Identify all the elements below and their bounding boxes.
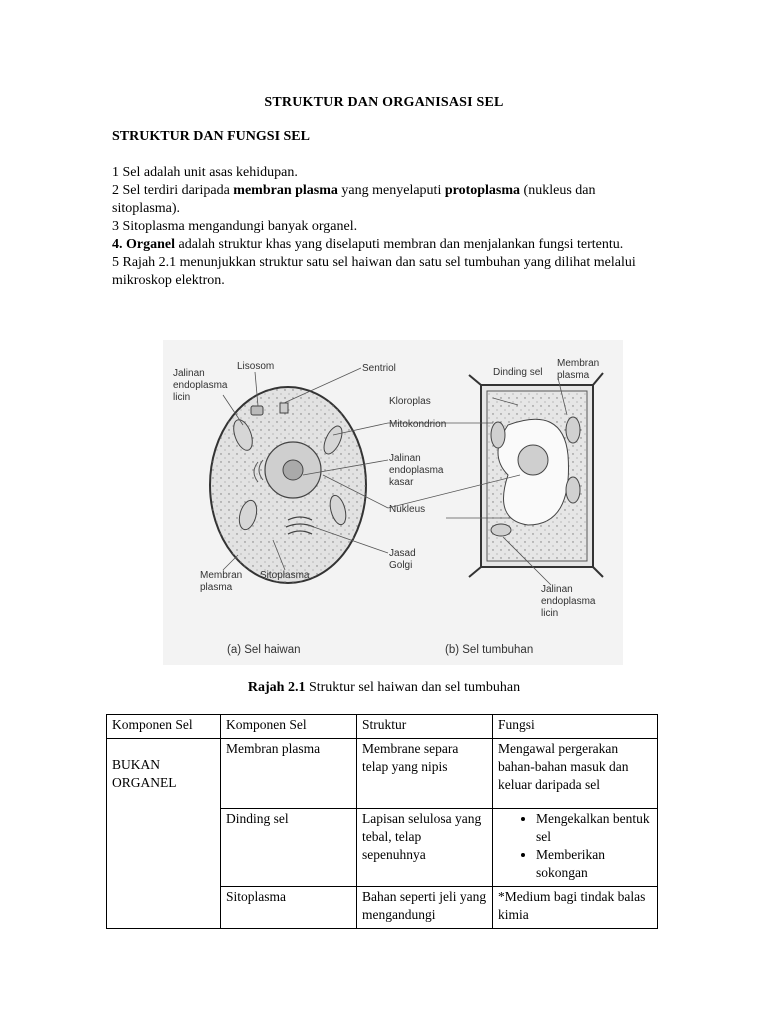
paragraph-3: 3 Sitoplasma mengandungi banyak organel. xyxy=(112,219,358,234)
label-jasad: Jasad xyxy=(389,548,416,559)
list-item: • Memberikan sokongan xyxy=(536,846,652,882)
plant-cell-drawing xyxy=(469,373,603,577)
figure-caption-a: (a) Sel haiwan xyxy=(227,644,301,656)
label-sitoplasma: Sitoplasma xyxy=(260,570,310,581)
label-jalinan-kasar-3: kasar xyxy=(389,477,414,488)
table-row xyxy=(107,739,658,809)
cell-diagram-figure xyxy=(163,340,623,665)
label-jalinan-bawah-2: endoplasma xyxy=(541,596,596,607)
table-header: Komponen Sel xyxy=(221,715,357,739)
label-mitokondrion: Mitokondrion xyxy=(389,419,447,430)
label-dinding-sel: Dinding sel xyxy=(493,367,543,378)
intro-paragraphs xyxy=(112,164,652,290)
table-cell: Dinding sel xyxy=(221,809,357,887)
table-cell: Lapisan selulosa yang tebal, telap sepenuhnya xyxy=(357,809,493,887)
label-lisosom: Lisosom xyxy=(237,361,275,372)
label-jalinan-licin-3: licin xyxy=(173,392,191,403)
paragraph-4: 4. Organel adalah struktur khas yang diselaputi membran dan menjalankan fungsi tertentu. xyxy=(112,237,624,252)
label-membran-kanan-2: plasma xyxy=(557,370,590,381)
paragraph-5: 5 Rajah 2.1 menunjukkan struktur satu sel haiwan dan satu sel tumbuhan yang dilihat melalui mikroskop elektron. xyxy=(112,255,636,288)
label-jalinan-bawah-1: Jalinan xyxy=(541,584,573,595)
label-membran-kiri-2: plasma xyxy=(200,582,233,593)
label-kloroplas: Kloroplas xyxy=(389,396,431,407)
cell-components-table xyxy=(106,714,658,929)
paragraph-1: 1 Sel adalah unit asas kehidupan. xyxy=(112,165,298,180)
label-nukleus: Nukleus xyxy=(389,504,426,515)
label-jalinan-bawah-3: licin xyxy=(541,608,559,619)
table-cell: Bahan seperti jeli yang mengandungi xyxy=(357,887,493,929)
label-membran-kiri-1: Membran xyxy=(200,570,243,581)
label-jalinan-licin-1: Jalinan xyxy=(173,368,205,379)
table-header-row xyxy=(107,715,658,739)
list-item: • Mengekalkan bentuk sel xyxy=(536,810,652,846)
table-cell: Sitoplasma xyxy=(221,887,357,929)
fungsi-bullet-list xyxy=(498,810,652,882)
table-cell xyxy=(493,809,658,887)
label-sentriol: Sentriol xyxy=(362,363,396,374)
table-cell: Mengawal pergerakan bahan-bahan masuk dan keluar daripada sel xyxy=(493,739,658,809)
table-header: Komponen Sel xyxy=(107,715,221,739)
table-header: Fungsi xyxy=(493,715,658,739)
figure-caption-b: (b) Sel tumbuhan xyxy=(445,644,534,656)
group-label-cell: BUKAN ORGANEL xyxy=(107,739,221,929)
figure-caption: Rajah 2.1 Struktur sel haiwan dan sel tumbuhan xyxy=(247,680,521,695)
label-jalinan-kasar-2: endoplasma xyxy=(389,465,444,476)
table-cell: Membrane separa telap yang nipis xyxy=(357,739,493,809)
label-golgi: Golgi xyxy=(389,560,413,571)
table-cell: Membran plasma xyxy=(221,739,357,809)
table-cell: *Medium bagi tindak balas kimia xyxy=(493,887,658,929)
label-membran-kanan-1: Membran xyxy=(557,358,600,369)
page-title: STRUKTUR DAN ORGANISASI SEL xyxy=(264,95,504,110)
table-header: Struktur xyxy=(357,715,493,739)
paragraph-2: 2 Sel terdiri daripada membran plasma yang menyelaputi protoplasma (nukleus dan sitoplasma). xyxy=(112,183,596,216)
label-jalinan-licin-2: endoplasma xyxy=(173,380,228,391)
label-jalinan-kasar-1: Jalinan xyxy=(389,453,421,464)
section-title: STRUKTUR DAN FUNGSI SEL xyxy=(112,129,310,144)
